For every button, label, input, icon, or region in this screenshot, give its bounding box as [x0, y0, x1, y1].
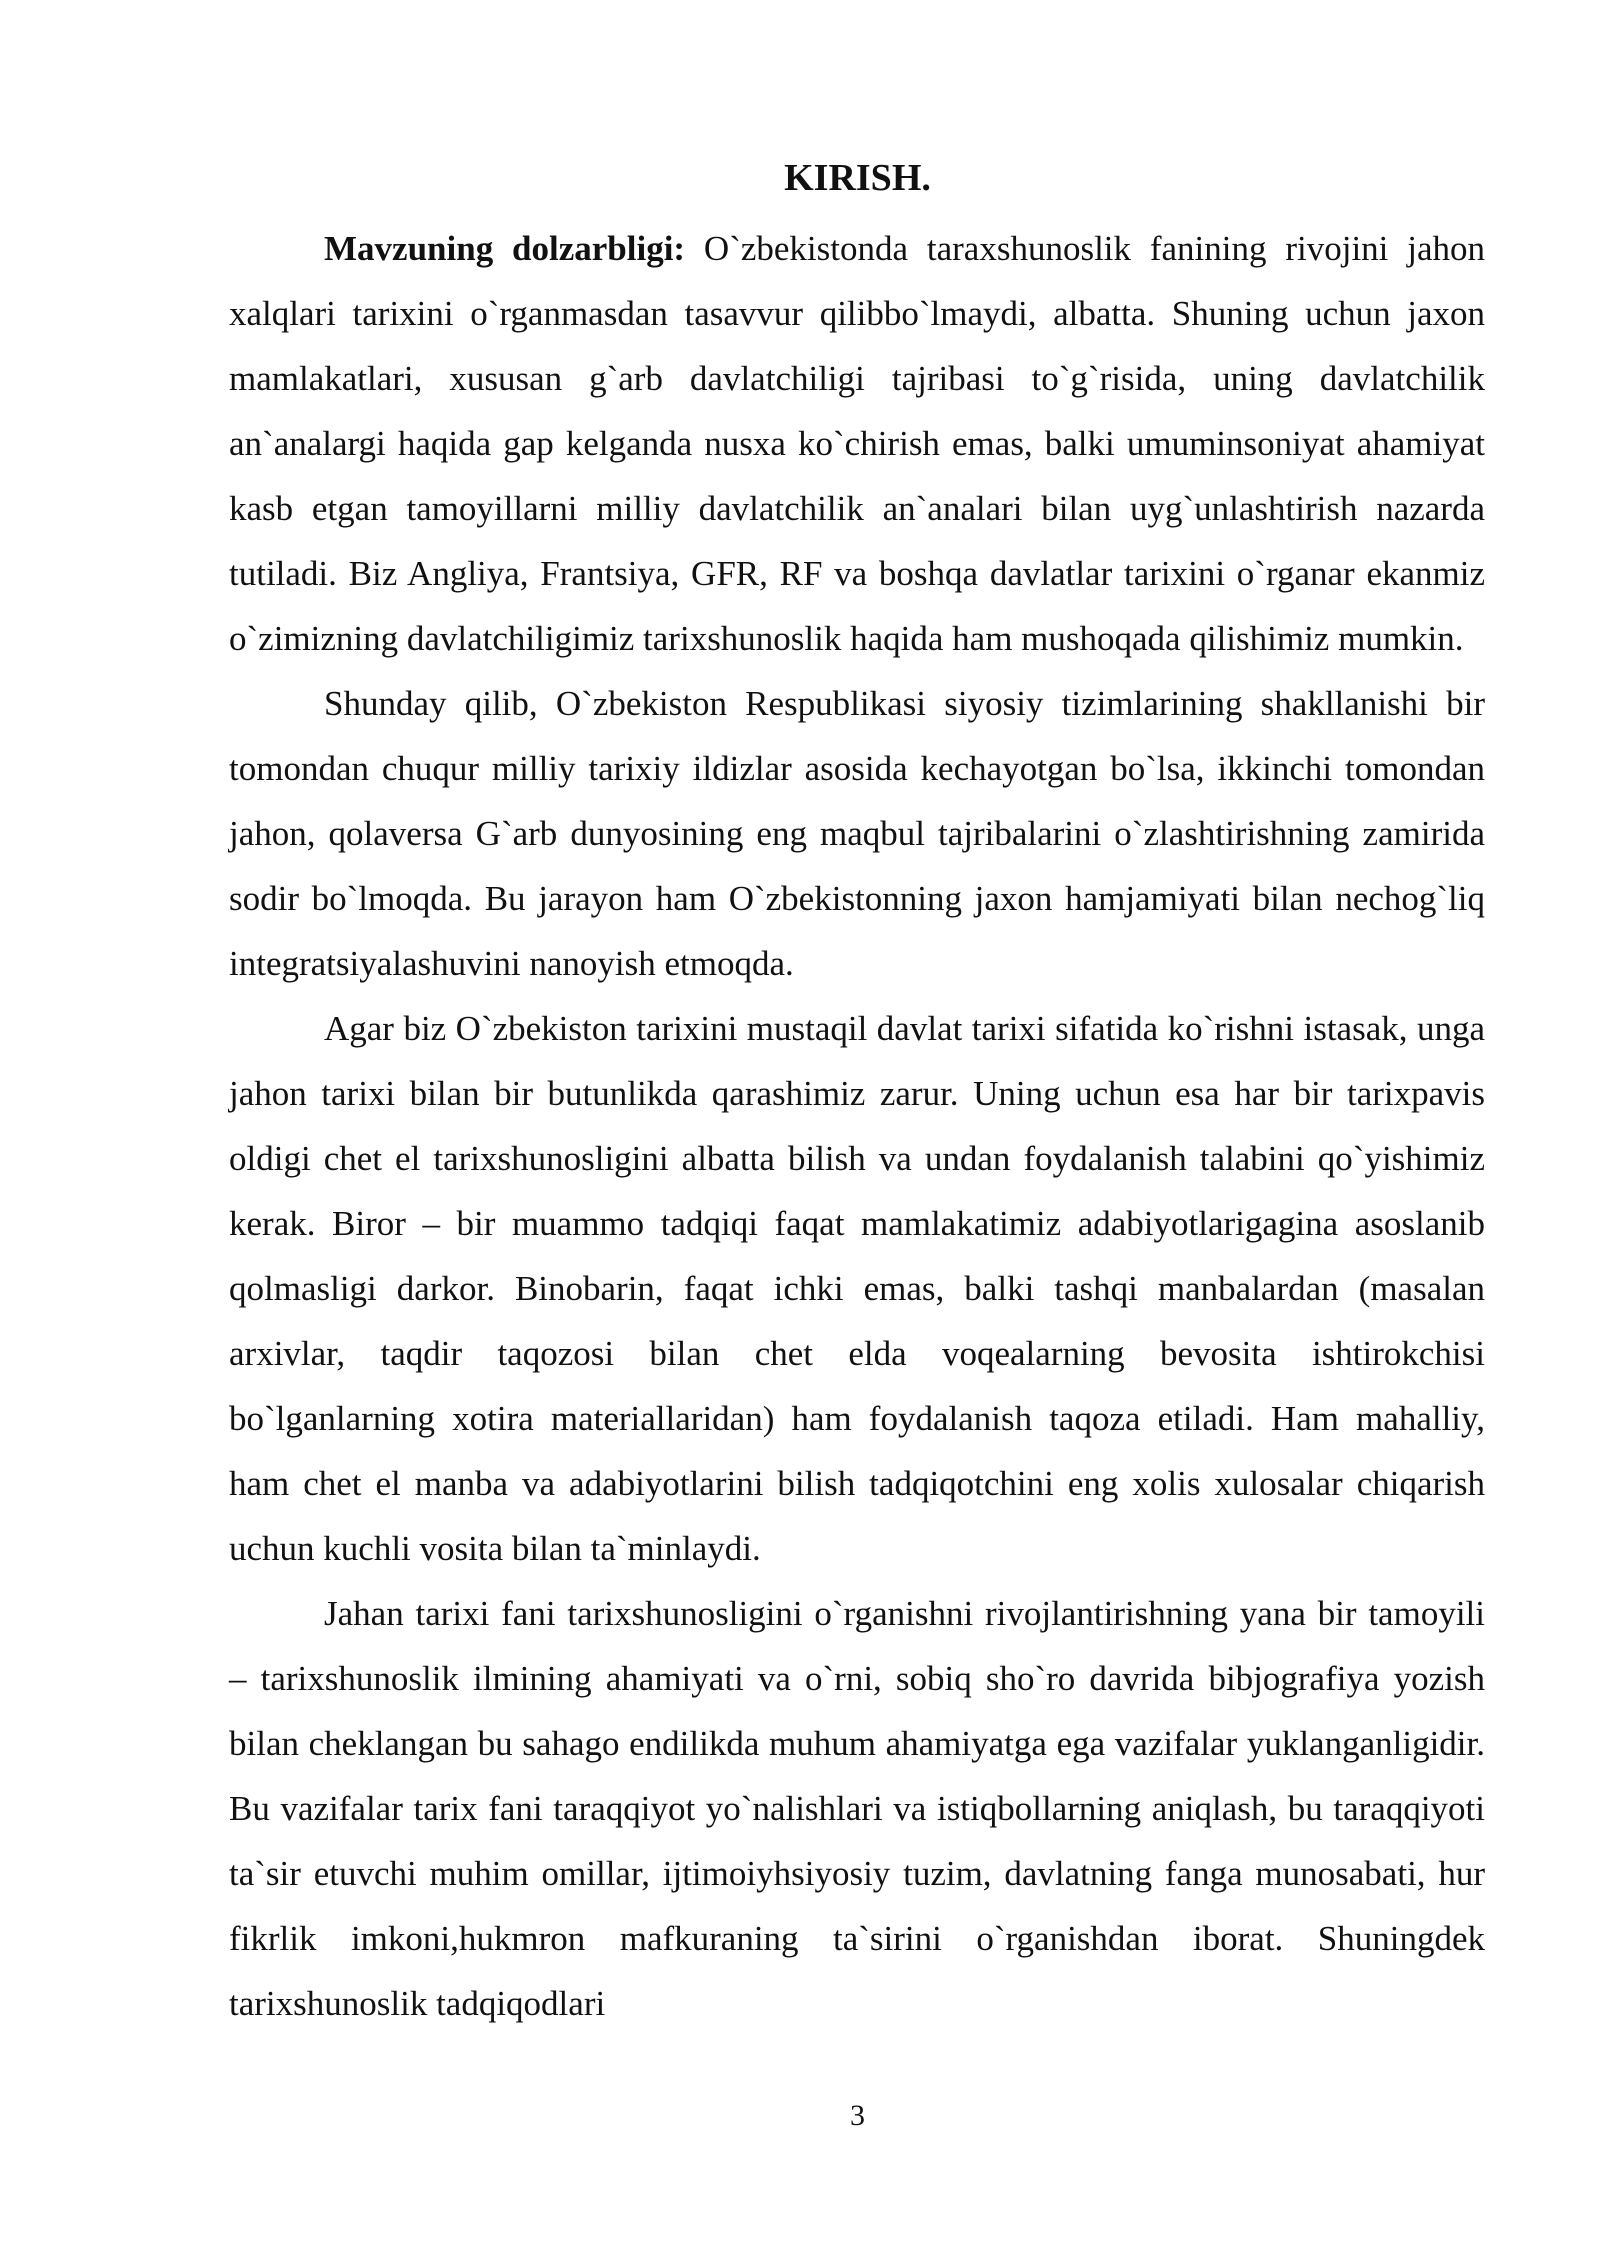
paragraph-lead-label: Mavzuning dolzarbligi:	[324, 229, 686, 268]
paragraph-1	[229, 216, 1485, 671]
paragraph-1-text: O`zbekistonda taraxshunoslik fanining rivojini jahon xalqlari tarixini o`rganmasdan tasavvur qilibbo`lmaydi, albatta. Shuning uchun jaxon mamlakatlari, xususan g`arb davlatchiligi tajribasi to`g`risida, uning davlatchilik an`analargi haqida gap kelganda nusxa ko`chirish emas, balki umuminsoniyat ahamiyat kasb etgan tamoyillarni milliy davlatchilik an`analari bilan uyg`unlashtirish nazarda tutiladi. Biz Angliya, Frantsiya, GFR, RF va boshqa davlatlar tarixini o`rganar ekanmiz o`zimizning davlatchiligimiz tarixshunoslik haqida ham mushoqada qilishimiz mumkin.	[229, 229, 1485, 658]
body-text	[229, 216, 1485, 2036]
paragraph-3: Agar biz O`zbekiston tarixini mustaqil davlat tarixi sifatida ko`rishni istasak, unga jahon tarixi bilan bir butunlikda qarashimiz zarur. Uning uchun esa har bir tarixpavis oldigi chet el tarixshunosligini albatta bilish va undan foydalanish talabini qo`yishimiz kerak. Biror – bir muammo tadqiqi faqat mamlakatimiz adabiyotlarigagina asoslanib qolmasligi darkor. Binobarin, faqat ichki emas, balki tashqi manbalardan (masalan arxivlar, taqdir taqozosi bilan chet elda voqealarning bevosita ishtirokchisi bo`lganlarning xotira materiallaridan) ham foydalanish taqoza etiladi. Ham mahalliy, ham chet el manba va adabiyotlarini bilish tadqiqotchini eng xolis xulosalar chiqarish uchun kuchli vosita bilan ta`minlaydi.	[229, 1009, 1485, 1568]
page-title: KIRISH.	[784, 157, 931, 199]
paragraph-4: Jahan tarixi fani tarixshunosligini o`rganishni rivojlantirishning yana bir tamoyili – tarixshunoslik ilmining ahamiyati va o`rni, sobiq sho`ro davrida bibjografiya yozish bilan cheklangan bu sahago endilikda muhum ahamiyatga ega vazifalar yuklanganligidir. Bu vazifalar tarix fani taraqqiyot yo`nalishlari va istiqbollarning aniqlash, bu taraqqiyoti ta`sir etuvchi muhim omillar, ijtimoiyhsiyosiy tuzim, davlatning fanga munosabati, hur fikrlik imkoni,hukmron mafkuraning ta`sirini o`rganishdan iborat. Shuningdek tarixshunoslik tadqiqodlari	[229, 1594, 1485, 2023]
paragraph-2: Shunday qilib, O`zbekiston Respublikasi siyosiy tizimlarining shakllanishi bir tomondan chuqur milliy tarixiy ildizlar asosida kechayotgan bo`lsa, ikkinchi tomondan jahon, qolaversa G`arb dunyosining eng maqbul tajribalarini o`zlashtirishning zamirida sodir bo`lmoqda. Bu jarayon ham O`zbekistonning jaxon hamjamiyati bilan nechog`liq integratsiyalashuvini nanoyish etmoqda.	[229, 684, 1485, 983]
page-number: 3	[850, 2099, 865, 2132]
